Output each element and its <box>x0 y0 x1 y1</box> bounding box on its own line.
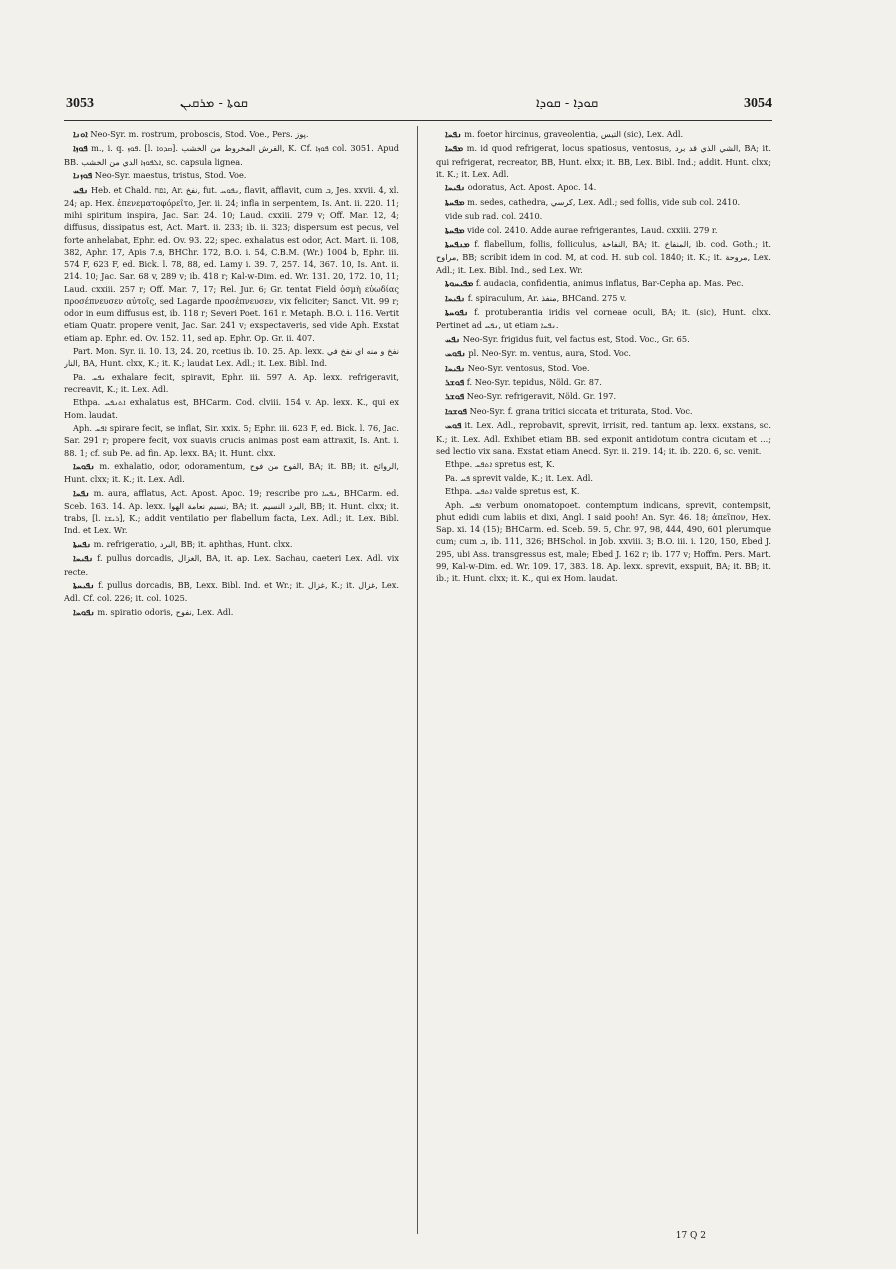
dictionary-entry <box>436 224 771 237</box>
dictionary-entry <box>64 538 399 551</box>
entry-text: Pa. ܢܦܚ exhalare fecit, spiravit, Ephr. iii. 597 A. Ap. lexx. refrigeravit, recreavit, K.; it. Lex. Adl. <box>64 371 399 394</box>
signature-mark: 17 Q 2 <box>675 1231 706 1241</box>
dictionary-entry <box>64 552 399 578</box>
entry-text: f. pullus dorcadis, BB, Lexx. Bibl. Ind. et Wr.; it. غزال, K.; it. غزال, Lex. Adl. Cf. col. 226; it. col. 1025. <box>64 580 399 604</box>
entry-text: m. id quod refrigerat, locus spatiosus, ventosus, الشي الذي قد برد, BA; it. qui refrigerat, recreator, BB, Hunt. elxx; it. BB, Lex. Bibl. Ind.; addit. Hunt. clxx; it. K.; it. Lex. Adl. <box>436 143 771 179</box>
entry-text: f. spiraculum, Ar. منفذ, BHCand. 275 v. <box>467 292 627 303</box>
entry-headword: ܡܦܝܚܘܬܐ <box>445 279 474 290</box>
entry-text: Neo-Syr. ventosus, Stod. Voe. <box>467 362 590 373</box>
entry-text: Ethpa. ܐܬܦܚ valde spretus est, K. <box>445 486 580 497</box>
entry-text: Ethpa. ܐܬܢܦܚ exhalatus est, BHCarm. Cod. clviii. 154 v. Ap. lexx. K., qui ex Hom. laudat. <box>64 397 399 420</box>
dictionary-entry <box>64 142 399 168</box>
entry-text: pl. Neo-Syr. m. ventus, aura, Stod. Voc. <box>468 348 632 359</box>
entry-headword: ܦܘܙܐ <box>73 144 88 155</box>
entry-text: vide col. 2410. Adde aurae refrigerantes, Laud. cxxiii. 279 r. <box>467 224 718 235</box>
entry-headword: ܢܦܘܚܐ <box>73 607 95 618</box>
page-header <box>60 92 776 116</box>
dictionary-entry <box>436 347 771 360</box>
entry-headword: ܢܦܘܚܐ <box>73 462 95 472</box>
entry-headword: ܦܘܙܢܐ <box>73 171 93 182</box>
dictionary-entry <box>436 472 771 484</box>
entry-headword: ܡܦܚܬܐ <box>445 197 465 208</box>
dictionary-entry <box>436 196 771 209</box>
entry-text: Part. Mon. Syr. ii. 10. 13, 24. 20, rcetius ib. 10. 25. Ap. lexx. نفخ و منه اي نفخ في النار, BA, Hunt. clxx, K.; it. K.; laudat Lex. Adl.; it. Lex. Bibl. Ind. <box>64 346 399 369</box>
entry-text: f. flabellum, follis, folliculus, النفاخة, BA; it. المنفاخ, ib. cod. Goth.; it. مراوح, BB; scribit idem in cod. M, at cod. H. sub col. 1840; it. K.; it. مروحة, Lex. Adl.; it. Lex. Bibl. Ind., sed Lex. Wr. <box>436 239 771 275</box>
column-divider <box>417 126 418 1234</box>
entry-headword: ܢܦܚܐ <box>445 130 462 140</box>
entry-headword: ܐܘܢܐ <box>73 130 88 140</box>
entry-headword: ܡܦܚܐ <box>445 144 464 155</box>
entry-headword: ܢܦܚ <box>73 185 89 196</box>
dictionary-entry <box>64 128 399 141</box>
dictionary-entry <box>64 606 399 619</box>
entry-headword: ܢܦܝܚܐ <box>73 554 94 565</box>
entry-headword: ܢܦܘܚܬܐ <box>445 307 469 318</box>
entry-text: Neo-Syr. frigidus fuit, vel factus est, Stod. Voc., Gr. 65. <box>462 333 690 344</box>
right-running-head: ܩܘܕܐ - ܩܘܕܐ <box>536 96 599 111</box>
entry-headword: ܢܦܝܚܐ <box>445 363 466 374</box>
entry-text: f. Neo-Syr. tepidus, Nöld. Gr. 87. <box>466 376 602 387</box>
dictionary-entry <box>64 422 399 459</box>
entry-text: f. pullus dorcadis, الغزال, BA, it. ap. Lex. Sachau, caeteri Lex. Adl. vix recte. <box>64 553 399 577</box>
entry-text: Heb. et Chald. נפח, Ar. نفخ, fut. ܢܦܘܚ, flavit, afflavit, cum ܒ, Jes. xxvii. 4, xl. 24; ap. Hex. ἐπενεματοφόρεῖτο, Jer. ii. 24; infla in serpentem, Is. Ant. ii. 220. 11; mihi spiritum inspira, Jac. Sar. 24. 10; Laud. cxxiii. 279 v; Off. Mar. 12, 4; diffusus, dissipatus est, Act. Mart. ii. 233; ib. ii. 323; dispersum est pecus, vel forte anhelabat, Ephr. ed. Ov. 93. 22; spec. exhalatus est odor, Act. Mart. ii. 108, 382, Aphr. 17, Apis ܦ.7, BHChr. 172, B.O. i. 54, C.B.M. (Wr.) 1004 b, Ephr. iii. 574 F, 623 F, ed. Bick. l. 78, 88, ed. Lamy i. 39. 7, 257. 14, 367. 10, Is. Ant. ii. 214. 10; Jac. Sar. 68 v, 289 v; ib. 418 r; Kal-w-Dim. ed. Wr. 131. 20, 172. 10, 11; Laud. cxxiii. 257 r; Off. Mar. 7, 17; Rel. Jur. 6; Gr. tentat Field ὀσμὴ εὐωδίας προσέπνευσεν αὐτοῖς, sed Lagarde προσέπνευσεν, vix feliciter; Sanct. Vit. 99 r; odor in eum diffusus est, ib. 118 r; Severi Poet. 161 r. Metaph. B.O. i. 116. Vertit etiam Quatr. propere venit, Jac. Sar. 241 v; exspectaveris, sed vide Aph. Exstat etiam ap. Ephr. ed. Ov. 152. 11, sed ap. Ephr. Op. Gr. ii. 407. <box>64 184 399 343</box>
dictionary-entry <box>436 210 771 222</box>
dictionary-entry <box>436 499 771 585</box>
entry-text: m. refrigeratio, البرد, BB; it. aphthas, Hunt. clxx. <box>93 538 293 549</box>
dictionary-entry <box>64 396 399 421</box>
dictionary-entry <box>436 419 771 457</box>
dictionary-entry <box>436 405 771 418</box>
entry-headword: ܡܦܚܬܐ <box>445 225 465 236</box>
entry-text: Neo-Syr. refrigeravit, Nöld. Gr. 197. <box>466 391 617 402</box>
dictionary-page <box>60 92 776 1242</box>
dictionary-entry <box>436 142 771 180</box>
entry-headword: ܦܘܫܟܐ <box>445 406 467 417</box>
dictionary-entry <box>64 371 399 396</box>
entry-headword: ܡܢܦܚܬܐ <box>445 240 470 251</box>
entry-text: Ethpe. ܐܬܦܚ spretus est, K. <box>445 459 555 470</box>
entry-headword: ܢܦܚܐ <box>73 488 90 499</box>
dictionary-entry <box>436 238 771 276</box>
entry-text: Aph. ܐܦܚ verbum onomatopoet. contemptum indicans, sprevit, contempsit, phut edidi cum labiis et dixi, Angl. I said pooh! An. Syr. 46. 18; ἀπεῖπον, Hex. Sap. xi. 14 (15); BHCarm. ed. Sceb. 59. 5, Chr. 97, 98, 444, 490, 601 plerumque cum; cum ܒ, ib. 111, 326; BHSchol. in Job. xxviii. 3; B.O. iii. i. 120, 150, Ebed J. 295, ubi Ass. transgressus est, male; Ebed J. 162 r; ib. 177 v; Hoffm. Pers. Mart. 99, Kal-w-Dim. ed. Wr. 109. 17, 383. 18. Ap. lexx. sprevit, exspuit, BA; it. BB; it. ib.; it. Hunt. clxx; it. K., qui ex Hom. laudat. <box>436 499 771 583</box>
right-page-number: 3054 <box>744 96 772 111</box>
dictionary-entry <box>64 487 399 537</box>
dictionary-entry <box>64 184 399 344</box>
entry-headword: ܦܘܫܪ <box>445 392 465 403</box>
entry-text: m. spiratio odoris, نفوح, Lex. Adl. <box>97 606 234 617</box>
dictionary-entry <box>436 376 771 389</box>
left-page-number: 3053 <box>66 96 94 111</box>
right-column <box>436 128 771 1228</box>
dictionary-entry <box>64 579 399 605</box>
entry-text: vide sub rad. col. 2410. <box>445 211 543 222</box>
dictionary-entry <box>64 345 399 370</box>
left-running-head: ܩܘܬܐ - ܡܪܩܝܢ <box>180 96 248 111</box>
dictionary-entry <box>64 460 399 486</box>
entry-headword: ܦܘܫܪ <box>445 377 465 388</box>
entry-headword: ܢܦܝܚܐ <box>445 183 466 194</box>
entry-text: m., i. q. ܦܘܙ. [l. ܩܕܘܐ]. الفرش المخروط من الخشب, K. Cf. ܦܘܙܐ col. 3051. Apud BB. ܐܠܦܘܙܐ الدي من الخشب, sc. capsula lignea. <box>64 143 399 167</box>
entry-text: Neo-Syr. m. rostrum, proboscis, Stod. Voe., Pers. پوز. <box>90 129 309 139</box>
entry-text: m. foetor hircinus, graveolentia, التيس (sic), Lex. Adl. <box>464 129 684 139</box>
dictionary-entry <box>436 485 771 497</box>
dictionary-entry <box>436 362 771 375</box>
entry-text: it. Lex. Adl., reprobavit, sprevit, irrisit, red. tantum ap. lexx. exstans, sc. K.; it. Lex. Adl. Exhibet etiam BB. sed exponit antidotum contra cicutam et ...; sed lectio vix sana. Exstat etiam Anecd. Syr. ii. 219. 14; it. ib. 220. 6, sc. venit. <box>436 420 771 456</box>
dictionary-entry <box>436 292 771 305</box>
entry-text: f. protuberantia iridis vel corneae oculi, BA; it. (sic), Hunt. clxx. Pertinet ad ܢܦܚ, ut etiam ܢܦܚܐ. <box>436 306 771 331</box>
header-rule <box>64 120 772 121</box>
dictionary-entry <box>436 128 771 141</box>
dictionary-entry <box>436 277 771 290</box>
dictionary-entry <box>436 333 771 346</box>
dictionary-entry <box>436 458 771 470</box>
entry-text: m. sedes, cathedra, كرسي, Lex. Adl.; sed follis, vide sub col. 2410. <box>467 196 741 207</box>
entry-text: m. exhalatio, odor, odoramentum, الفوح من فوح, BA; it. BB; it. الروائح, Hunt. clxx; it. K.; it. Lex. Adl. <box>64 461 399 485</box>
left-column <box>64 128 399 1228</box>
entry-text: Pa. ܦܚ sprevit valde, K.; it. Lex. Adl. <box>445 472 594 483</box>
entry-text: f. audacia, confidentia, animus inflatus, Bar-Cepha ap. Mas. Pec. <box>475 278 744 289</box>
entry-text: m. aura, afflatus, Act. Apost. Apoc. 19; rescribe pro ܢܦܚܐ, BHCarm. ed. Sceb. 163. 14. Ap. lexx. نسيم نعامة الهوا, BA; it. البرد النسيم, BB; it. Hunt. clxx; it. trabs, [l. ܪܝܫܐ], K.; addit ventilatio per flabellum facta, Lex. Adl.; it. Lex. Bibl. Ind. et Lex. Wr. <box>64 487 399 536</box>
dictionary-entry <box>436 181 771 194</box>
dictionary-entry <box>64 169 399 182</box>
dictionary-entry <box>436 390 771 403</box>
entry-headword: ܢܦܚܬܐ <box>73 539 92 550</box>
entry-text: Neo-Syr. maestus, tristus, Stod. Voe. <box>94 170 247 181</box>
entry-text: odoratus, Act. Apost. Apoc. 14. <box>467 182 597 193</box>
entry-headword: ܢܦܝܚܬܐ <box>73 581 95 591</box>
dictionary-entry <box>436 306 771 332</box>
entry-headword: ܢܦܘܚ <box>445 349 466 360</box>
entry-text: Neo-Syr. f. grana tritici siccata et triturata, Stod. Voc. <box>469 405 693 416</box>
entry-text: Aph. ܐܦܚ spirare fecit, se inflat, Sir. xxix. 5; Ephr. iii. 623 F, ed. Bick. l. 76, Jac. Sar. 291 r; propere fecit, vox suavis crucis animas post eam attraxit, Is. Ant. i. 88. 1; cf. sub Pe. ad fin. Ap. lexx. BA; it. Hunt. clxx. <box>64 423 399 458</box>
entry-headword: ܢܦܝܚܐ <box>445 293 466 304</box>
entry-headword: ܢܦܚ <box>445 334 461 345</box>
entry-headword: ܦܘܚ <box>445 421 462 432</box>
